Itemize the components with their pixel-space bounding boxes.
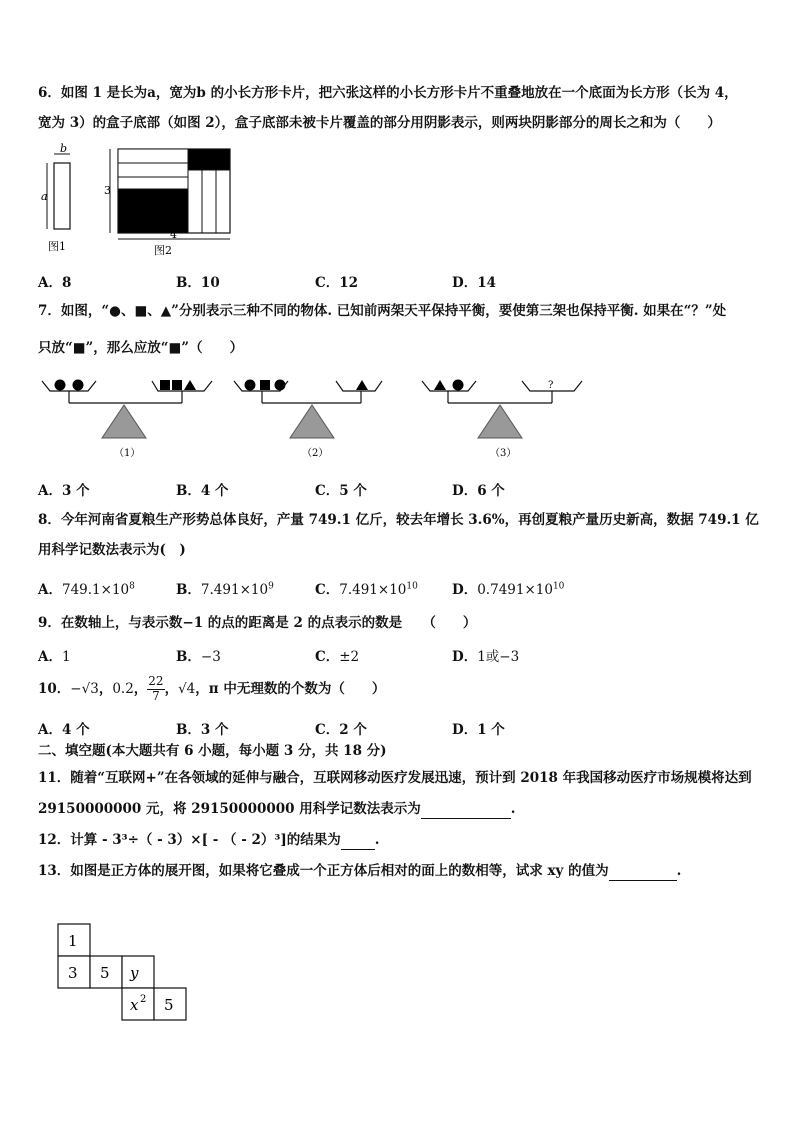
q6-option-b[interactable]: B．10 xyxy=(176,275,220,291)
small-rectangle-card xyxy=(54,163,70,229)
section-2-title: 二、填空题(本大题共有 6 小题，每小题 3 分，共 18 分) xyxy=(38,743,387,759)
q6-figure-2 xyxy=(104,149,230,257)
cell-1: 1 xyxy=(68,932,78,950)
label-4: 4 xyxy=(170,228,177,241)
cell-x-exp: 2 xyxy=(140,994,147,1005)
q9-option-c[interactable]: C．±2 xyxy=(315,649,360,665)
balance-3 xyxy=(422,380,582,460)
q13-cube-net xyxy=(56,922,196,1028)
q8-option-d[interactable]: D．$0.7491\times 10^{10}$ xyxy=(452,581,565,598)
q6-option-a[interactable]: A．8 xyxy=(38,275,72,291)
shaded-region-2 xyxy=(188,149,230,170)
question-mark: ? xyxy=(548,380,554,391)
q6-figures xyxy=(38,142,238,260)
q7-option-d[interactable]: D．6 个 xyxy=(452,483,505,499)
cell-3: 3 xyxy=(68,964,78,982)
q6-option-d[interactable]: D．14 xyxy=(452,275,497,291)
q8-line1: 8．今年河南省夏粮生产形势总体良好，产量 749.1 亿斤，较去年增长 3.6%，再创夏粮产量历史新高，数据 749.1 亿 xyxy=(38,512,759,528)
circle-icon xyxy=(275,380,286,391)
q7-option-c[interactable]: C．5 个 xyxy=(315,483,367,499)
q13-line: 13．如图是正方体的展开图，如果将它叠成一个正方体后相对的面上的数相等，试求 xy 的值为 . xyxy=(38,862,681,881)
q9-line1: 9．在数轴上，与表示数−1 的点的距离是 2 的点表示的数是 （ ） xyxy=(38,615,477,631)
q8-option-a[interactable]: A．$749.1\times 10^8$ xyxy=(38,581,135,598)
triangle-icon xyxy=(184,380,196,390)
q7-line1: 7．如图，“●、■、▲”分别表示三种不同的物体. 已知前两架天平保持平衡，要使第三架也保持平衡. 如果在“？”处 xyxy=(38,303,727,319)
fraction-22-7: $\frac{22}{7}$ xyxy=(148,674,164,703)
q7-option-b[interactable]: B．4 个 xyxy=(176,483,229,499)
circle-icon xyxy=(453,380,464,391)
q10-stem: 10． −√3 ， 0.2 ， $\frac{22}{7}$ ， √4 ， π 中无理数的个数为（ ） xyxy=(38,674,386,703)
square-icon xyxy=(260,380,270,390)
q6-figure-1 xyxy=(41,142,70,253)
q11-answer-blank[interactable] xyxy=(421,800,511,819)
q9-option-d[interactable]: D．1或−3 xyxy=(452,649,520,665)
q8-option-c[interactable]: C．$7.491\times 10^{10}$ xyxy=(315,581,418,598)
balance-2 xyxy=(234,380,382,460)
circle-icon xyxy=(55,380,66,391)
square-icon xyxy=(172,380,182,390)
q12-line: 12．计算 - 3³÷（ - 3）×[ - （ - 2）³]的结果为 . xyxy=(38,831,379,850)
cell-5a: 5 xyxy=(100,964,110,982)
cell-y: y xyxy=(130,964,139,982)
q6-line2: 宽为 3）的盒子底部（如图 2），盒子底部未被卡片覆盖的部分用阴影表示，则两块阴影部分的周长之和为（ ） xyxy=(38,115,721,131)
label-a: a xyxy=(41,190,48,203)
circle-icon xyxy=(73,380,84,391)
q11-line2: 29150000000 元，将 29150000000 用科学记数法表示为 . xyxy=(38,800,515,819)
q10-option-d[interactable]: D．1 个 xyxy=(452,722,505,738)
label-b: b xyxy=(60,142,68,155)
q11-line1: 11．随着“互联网+”在各领域的延伸与融合，互联网移动医疗发展迅速，预计到 2018 年我国移动医疗市场规模将达到 xyxy=(38,770,752,786)
caption-2: （2） xyxy=(302,448,329,459)
q9-option-a[interactable]: A．1 xyxy=(38,649,71,665)
q6-option-c[interactable]: C．12 xyxy=(315,275,359,291)
fig1-caption: 图1 xyxy=(48,240,66,253)
triangle-icon xyxy=(356,380,368,390)
caption-1: （1） xyxy=(114,448,141,459)
q9-option-b[interactable]: B．−3 xyxy=(176,649,221,665)
balance-1 xyxy=(42,380,212,460)
shaded-region-1 xyxy=(118,189,188,233)
q13-answer-blank[interactable] xyxy=(609,862,677,881)
label-3: 3 xyxy=(104,184,111,197)
caption-3: （3） xyxy=(490,448,517,459)
q10-option-b[interactable]: B．3 个 xyxy=(176,722,229,738)
q10-option-a[interactable]: A．4 个 xyxy=(38,722,90,738)
circle-icon xyxy=(245,380,256,391)
cell-x: x xyxy=(130,996,139,1014)
q7-option-a[interactable]: A．3 个 xyxy=(38,483,90,499)
q7-line2: 只放“■”，那么应放“■”（ ） xyxy=(38,340,244,356)
square-icon xyxy=(160,380,170,390)
triangle-icon xyxy=(434,380,446,390)
q12-answer-blank[interactable] xyxy=(341,831,375,850)
cell-5b: 5 xyxy=(164,996,174,1014)
q7-balance-figures xyxy=(38,372,598,464)
q8-option-b[interactable]: B．$7.491\times 10^9$ xyxy=(176,581,274,598)
q10-option-c[interactable]: C．2 个 xyxy=(315,722,367,738)
q8-line2: 用科学记数法表示为( ) xyxy=(38,542,186,558)
fig2-caption: 图2 xyxy=(154,244,172,257)
q6-line1: 6．如图 1 是长为a，宽为b 的小长方形卡片，把六张这样的小长方形卡片不重叠地放在一个底面为长方形（长为 4， xyxy=(38,85,738,101)
